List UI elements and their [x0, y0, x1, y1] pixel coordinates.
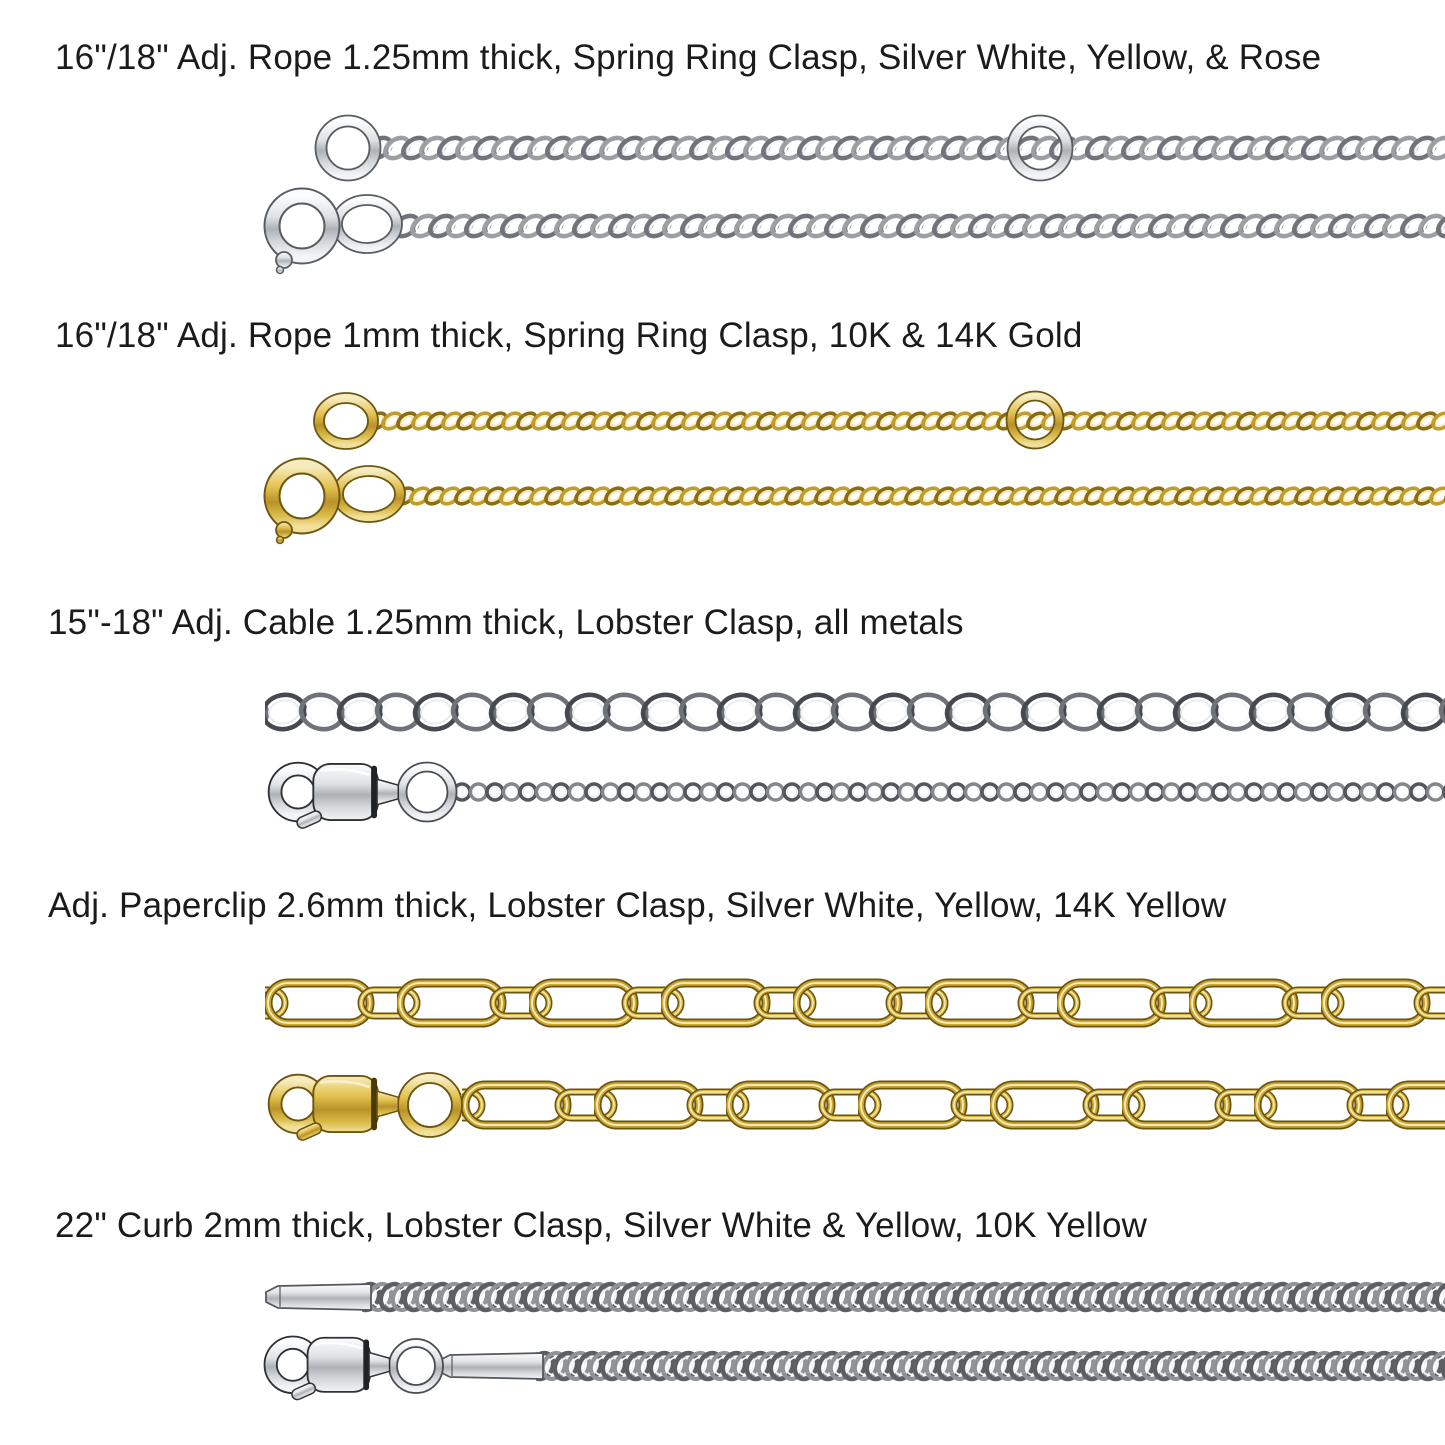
section-3-title: 15"-18" Adj. Cable 1.25mm thick, Lobster Clasp, all metals [48, 603, 964, 642]
connector-ring [389, 1339, 443, 1393]
lobster-clasp [269, 1075, 399, 1142]
paperclip-chain-band [462, 1077, 1445, 1133]
end-tag [266, 1284, 371, 1310]
curb-chain-band [362, 1277, 1445, 1317]
curb-chain-top-row-image [262, 1276, 1445, 1328]
paperclip-chain-band [265, 975, 1445, 1031]
section-2-title: 16"/18" Adj. Rope 1mm thick, Spring Ring Clasp, 10K & 14K Gold [55, 316, 1083, 355]
lobster-clasp [269, 763, 399, 830]
spring-ring-clasp [265, 189, 340, 274]
cable-chain-band [265, 684, 1445, 740]
oval-link [333, 466, 405, 522]
section-4-title: Adj. Paperclip 2.6mm thick, Lobster Clasp, Silver White, Yellow, 14K Yellow [48, 886, 1227, 925]
section-5-title: 22" Curb 2mm thick, Lobster Clasp, Silver White & Yellow, 10K Yellow [55, 1206, 1148, 1245]
spring-ring-clasp [265, 459, 340, 544]
jump-ring [314, 393, 378, 449]
curb-chain-clasp-row-image [258, 1326, 1445, 1410]
gold-rope-chain-clasp-row-image [255, 448, 1445, 548]
paperclip-chain-top-row-image [265, 973, 1445, 1033]
rope-chain-band [370, 131, 1445, 165]
connector-ring [398, 763, 457, 822]
extender-cable-chain-row-image [265, 682, 1445, 742]
cable-chain-clasp-row-image [262, 748, 1445, 843]
paperclip-chain-clasp-row-image [262, 1058, 1445, 1158]
curb-chain-band [536, 1346, 1445, 1386]
oval-link [332, 195, 402, 253]
cable-chain-band [454, 780, 1445, 804]
silver-rope-chain-clasp-row-image [255, 178, 1445, 278]
jump-ring [316, 116, 381, 181]
rope-chain-band [397, 209, 1445, 243]
rope-chain-band [398, 483, 1445, 509]
connector-ring [398, 1073, 462, 1137]
end-tag [438, 1353, 543, 1379]
section-1-title: 16"/18" Adj. Rope 1.25mm thick, Spring Ring Clasp, Silver White, Yellow, & Rose [55, 38, 1322, 77]
rope-chain-band [370, 408, 1445, 434]
lobster-clasp [265, 1337, 390, 1402]
